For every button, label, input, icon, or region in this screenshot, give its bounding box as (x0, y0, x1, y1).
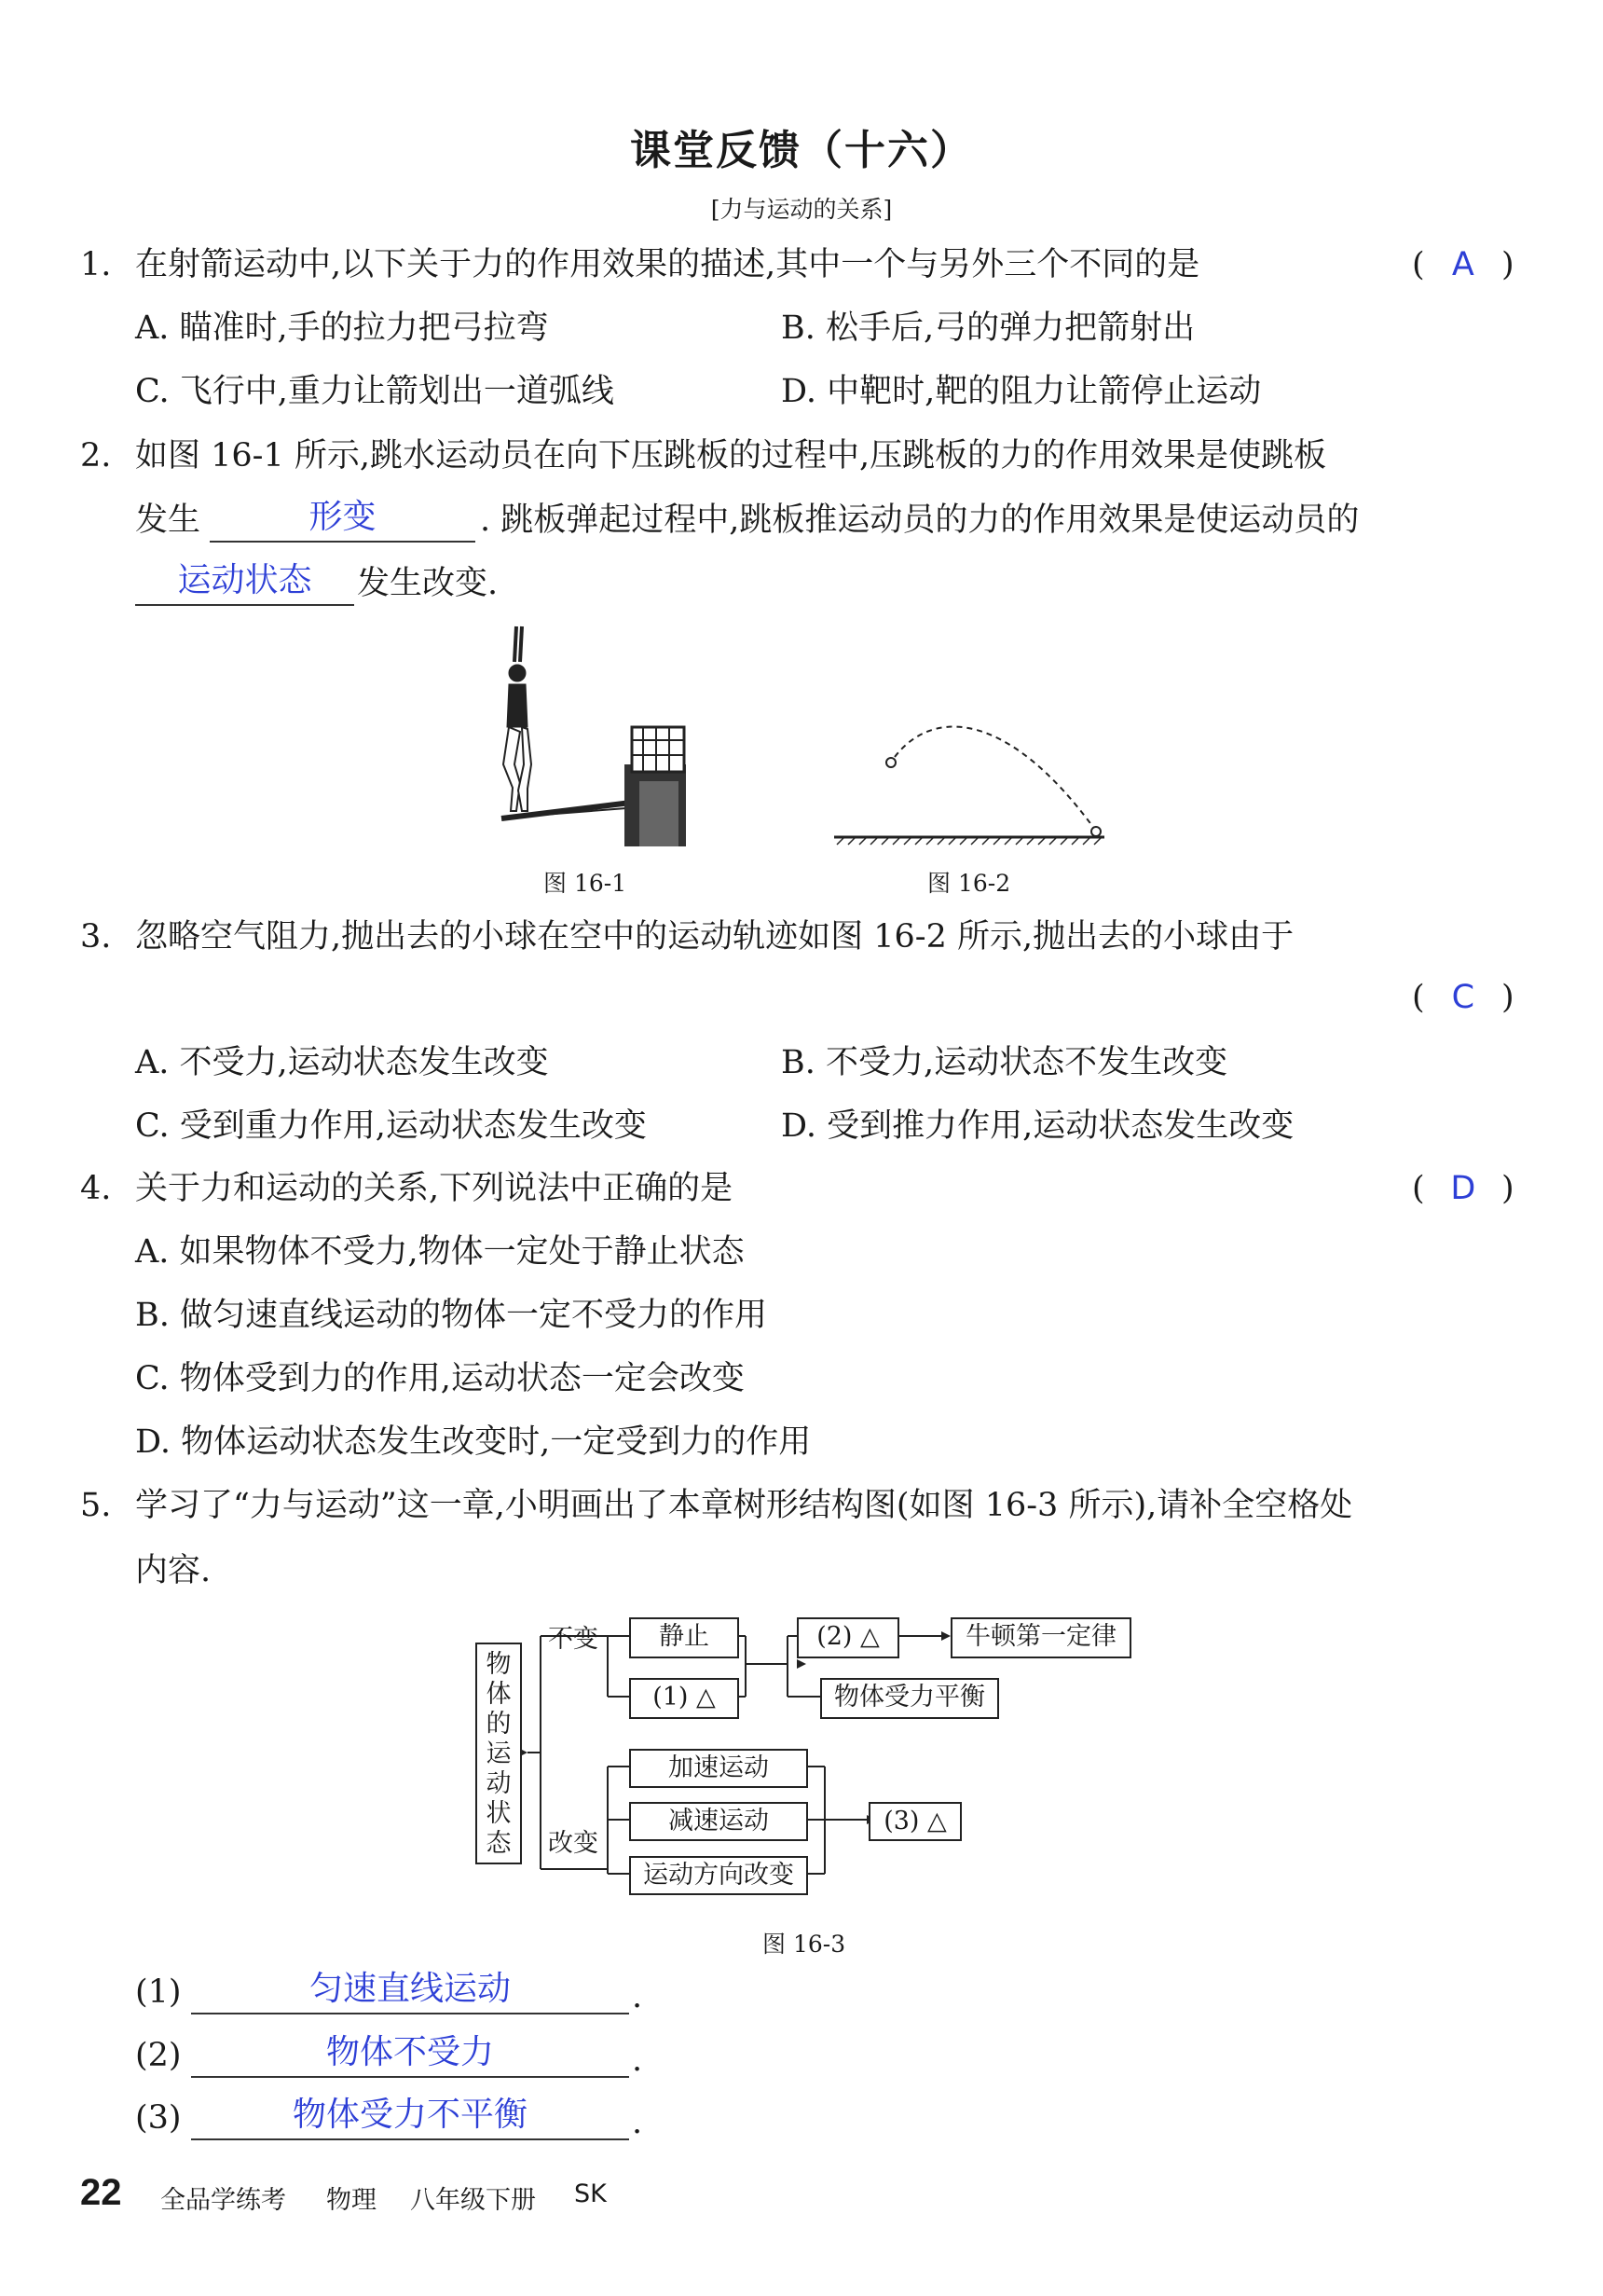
q5-number: 5. (80, 1487, 112, 1524)
tree-newton: 牛顿第一定律 (951, 1617, 1131, 1658)
q5-answer3-blank (191, 2097, 629, 2140)
q5-answer1: 匀速直线运动 (308, 1970, 511, 2008)
q4-stem: 关于力和运动的关系,下列说法中正确的是 (135, 1170, 733, 1207)
q4-answer-bracket: ( D ) (1412, 1170, 1514, 1207)
tree-decel: 减速运动 (629, 1802, 808, 1841)
q2-blank2-answer: 运动状态 (177, 561, 312, 599)
page-title: 课堂反馈（十六） (630, 127, 973, 174)
tree-changed-label: 改变 (548, 1829, 598, 1858)
q4-option-a: A. 如果物体不受力,物体一定处于静止状态 (135, 1233, 745, 1271)
q5-answer2-period: . (632, 2042, 643, 2079)
q3-answer: C (1451, 979, 1475, 1016)
q4-number: 4. (80, 1170, 112, 1207)
q4-answer: D (1450, 1170, 1476, 1207)
tree-blank2: (2) △ (797, 1617, 899, 1658)
tree-balanced: 物体受力平衡 (820, 1678, 999, 1719)
ball-start-icon (886, 758, 896, 767)
q1-answer: A (1451, 246, 1474, 283)
footer-grade: 八年级下册 (410, 2186, 536, 2215)
q3-number: 3. (80, 918, 112, 956)
q5-line2: 内容. (135, 1552, 212, 1589)
q1-answer-bracket: ( A ) (1412, 246, 1514, 283)
q3-option-a: A. 不受力,运动状态发生改变 (135, 1044, 549, 1081)
q1-option-d: D. 中靶时,靶的阻力让箭停止运动 (781, 373, 1262, 410)
q2-line3-post: 发生改变. (357, 565, 499, 602)
q3-option-d: D. 受到推力作用,运动状态发生改变 (781, 1107, 1295, 1145)
q2-blank1-answer: 形变 (308, 498, 377, 536)
footer-subject: 物理 (326, 2186, 377, 2215)
q4-option-c: C. 物体受到力的作用,运动状态一定会改变 (135, 1360, 745, 1397)
q3-option-b: B. 不受力,运动状态不发生改变 (781, 1044, 1228, 1081)
q2-number: 2. (80, 437, 112, 474)
q1-option-b: B. 松手后,弓的弹力把箭射出 (781, 309, 1196, 347)
tree-static: 静止 (629, 1617, 739, 1658)
tree-accel: 加速运动 (629, 1749, 808, 1788)
q2-blank1 (210, 500, 475, 543)
q2-line1: 如图 16-1 所示,跳水运动员在向下压跳板的过程中,压跳板的力的作用效果是使跳板 (135, 437, 1327, 474)
figure-16-3-caption: 图 16-3 (762, 1931, 846, 1958)
q2-line2-pre: 发生 (135, 502, 201, 539)
q5-answer1-blank (191, 1972, 629, 2014)
q3-answer-bracket: ( C ) (1412, 979, 1514, 1016)
tree-direction: 运动方向改变 (629, 1856, 808, 1895)
page-subtitle: [力与运动的关系] (710, 196, 893, 223)
figure-16-2-trajectory (820, 708, 1118, 848)
q5-answer3: 物体受力不平衡 (292, 2096, 527, 2134)
q1-option-c: C. 飞行中,重力让箭划出一道弧线 (135, 373, 614, 410)
q5-answer3-label: (3) (135, 2099, 182, 2137)
q5-answer2-label: (2) (135, 2037, 182, 2074)
footer-edition: SK (574, 2179, 607, 2208)
ball-end-icon (1091, 827, 1101, 836)
q1-option-a: A. 瞄准时,手的拉力把弓拉弯 (135, 309, 549, 347)
tree-root: 物体的运动状态 (475, 1643, 522, 1864)
footer-page-number: 22 (80, 2172, 122, 2213)
q5-answer1-period: . (632, 1978, 643, 2015)
q1-stem: 在射箭运动中,以下关于力的作用效果的描述,其中一个与另外三个不同的是 (135, 246, 1200, 283)
figure-16-2-caption: 图 16-2 (927, 870, 1011, 897)
tree-blank1: (1) △ (629, 1678, 739, 1719)
q2-blank2 (135, 563, 354, 606)
q1-number: 1. (80, 246, 112, 283)
q5-answer2-blank (191, 2035, 629, 2078)
q5-answer3-period: . (632, 2104, 643, 2141)
figure-16-1-caption: 图 16-1 (543, 870, 627, 897)
q2-line2-post: . 跳板弹起过程中,跳板推运动员的力的作用效果是使运动员的 (480, 502, 1360, 539)
footer-brand: 全品学练考 (160, 2186, 286, 2215)
q5-line1: 学习了“力与运动”这一章,小明画出了本章树形结构图(如图 16-3 所示),请补全空格处 (135, 1487, 1353, 1524)
tree-unchanged-label: 不变 (548, 1625, 598, 1654)
q3-stem: 忽略空气阻力,抛出去的小球在空中的运动轨迹如图 16-2 所示,抛出去的小球由于 (135, 918, 1295, 956)
figure-16-1-diver (475, 625, 699, 848)
q5-answer2: 物体不受力 (325, 2033, 494, 2071)
tree-blank3: (3) △ (869, 1802, 962, 1841)
q3-option-c: C. 受到重力作用,运动状态发生改变 (135, 1107, 647, 1145)
q4-option-b: B. 做匀速直线运动的物体一定不受力的作用 (135, 1297, 767, 1334)
q4-option-d: D. 物体运动状态发生改变时,一定受到力的作用 (135, 1423, 812, 1461)
q5-answer1-label: (1) (135, 1973, 182, 2011)
